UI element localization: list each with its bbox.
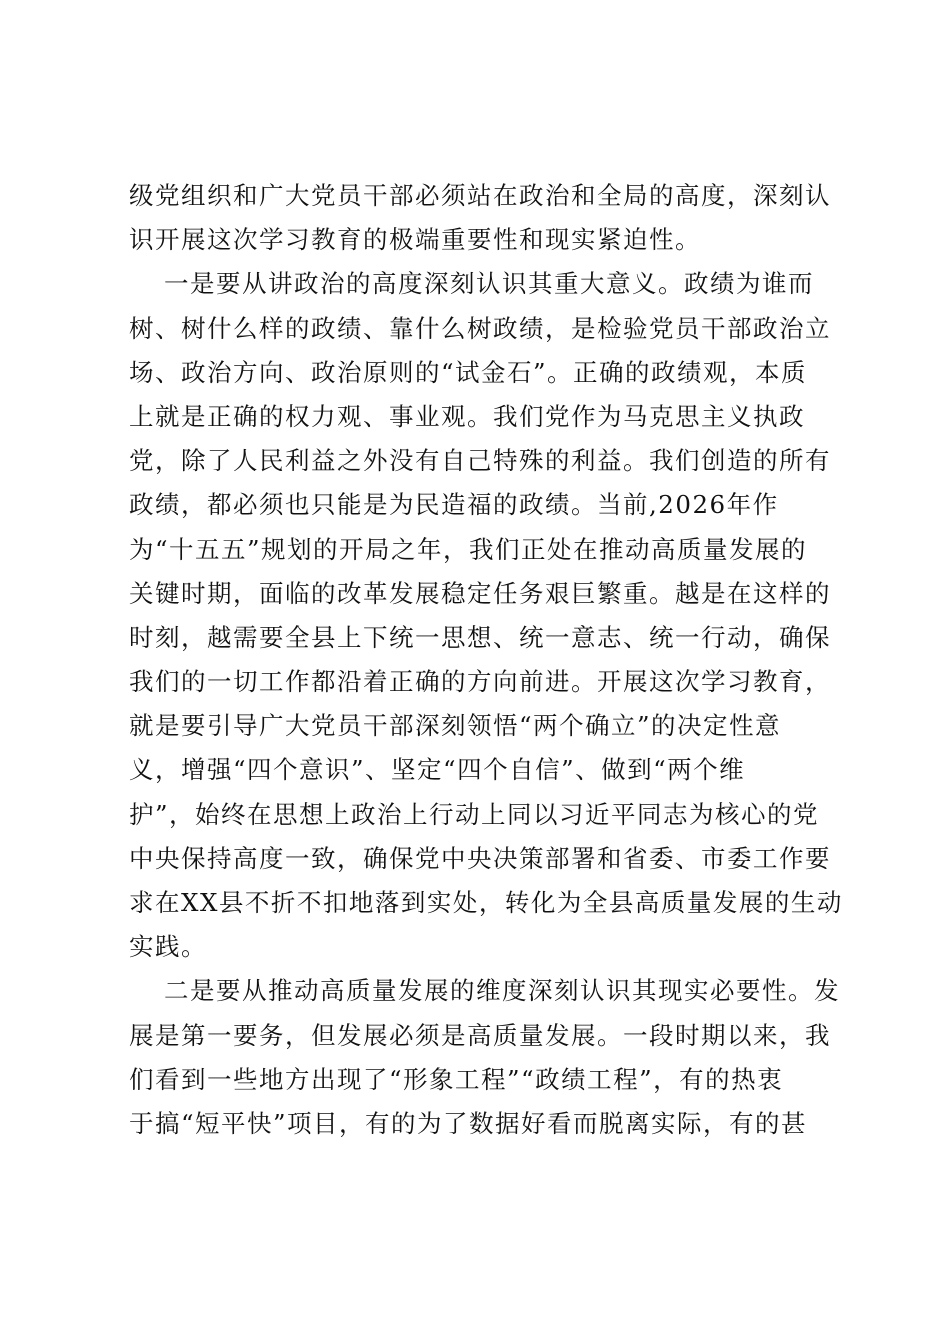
text-line: 就是要引导广大党员干部深刻领悟“两个确立”的决定性意 bbox=[129, 711, 782, 741]
text-line: 实践。 bbox=[129, 932, 207, 962]
text-line: 我们的一切工作都沿着正确的方向前进。开展这次学习教育， bbox=[129, 667, 831, 697]
text-line: 政绩，都必须也只能是为民造福的政绩。当前,2026年作 bbox=[129, 490, 779, 520]
text-line: 为“十五五”规划的开局之年，我们正处在推动高质量发展的 bbox=[129, 534, 808, 564]
text-line: 场、政治方向、政治原则的“试金石”。正确的政绩观，本质 bbox=[129, 357, 808, 387]
paragraph-1 bbox=[129, 174, 829, 262]
text-line: 识开展这次学习教育的极端重要性和现实紧迫性。 bbox=[129, 225, 701, 255]
paragraph-2 bbox=[129, 262, 843, 969]
text-line: 一是要从讲政治的高度深刻认识其重大意义。政绩为谁而 bbox=[164, 269, 814, 299]
text-line: 展是第一要务，但发展必须是高质量发展。一段时期以来，我 bbox=[129, 1020, 831, 1050]
paragraph-3 bbox=[129, 969, 840, 1146]
text-line: 中央保持高度一致，确保党中央决策部署和省委、市委工作要 bbox=[129, 843, 831, 873]
text-line: 求在XX县不折不扣地落到实处，转化为全县高质量发展的生动 bbox=[129, 888, 843, 917]
text-line: 党，除了人民利益之外没有自己特殊的利益。我们创造的所有 bbox=[129, 446, 831, 476]
text-line: 时刻，越需要全县上下统一思想、统一意志、统一行动，确保 bbox=[129, 622, 831, 652]
text-line: 们看到一些地方出现了“形象工程”“政绩工程”，有的热衷 bbox=[129, 1064, 784, 1094]
text-line: 上就是正确的权力观、事业观。我们党作为马克思主义执政 bbox=[129, 401, 805, 431]
document-body bbox=[129, 174, 843, 1146]
text-line: 二是要从推动高质量发展的维度深刻认识其现实必要性。发 bbox=[164, 976, 840, 1006]
text-line: 义，增强“四个意识”、坚定“四个自信”、做到“两个维 bbox=[129, 755, 746, 785]
text-line: 树、树什么样的政绩、靠什么树政绩，是检验党员干部政治立 bbox=[129, 313, 831, 343]
text-line: 于搞“短平快”项目，有的为了数据好看而脱离实际，有的甚 bbox=[129, 1108, 808, 1138]
text-line: 护”，始终在思想上政治上行动上同以习近平同志为核心的党 bbox=[129, 799, 820, 829]
text-line: 关键时期，面临的改革发展稳定任务艰巨繁重。越是在这样的 bbox=[129, 578, 831, 608]
text-line: 级党组织和广大党员干部必须站在政治和全局的高度，深刻认 bbox=[129, 181, 831, 210]
